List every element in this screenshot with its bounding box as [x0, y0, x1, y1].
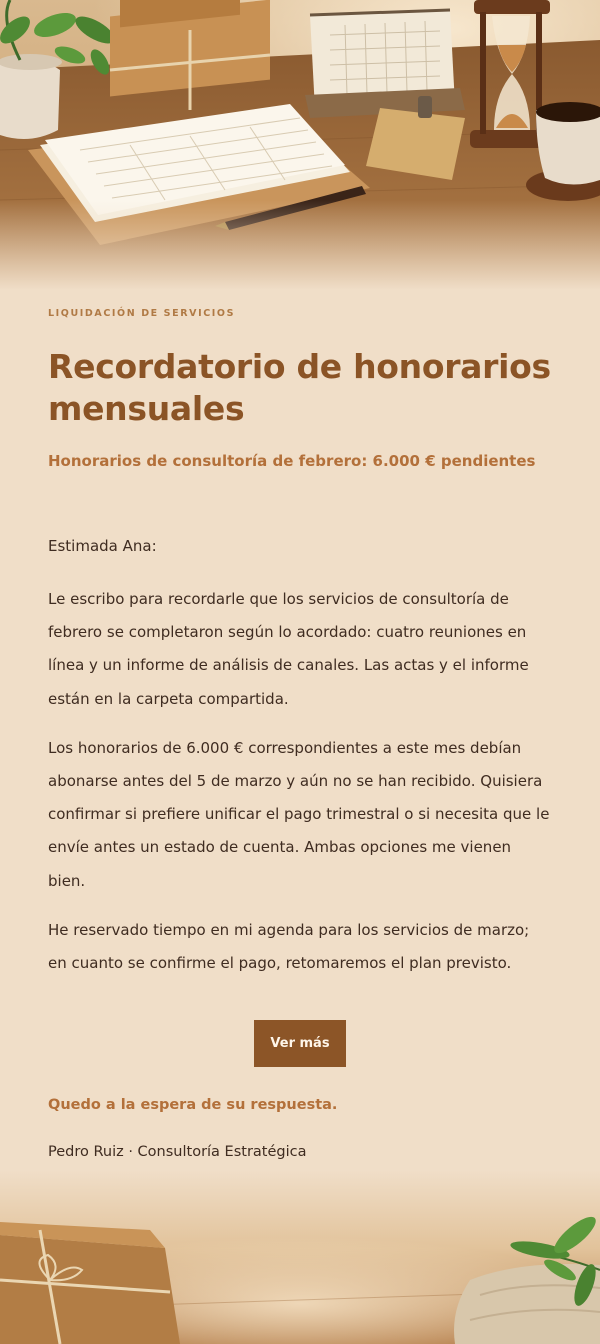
footer-image: [0, 1170, 600, 1344]
calendar-icon: [305, 10, 465, 118]
closing-line: Quedo a la espera de su respuesta.: [48, 1097, 338, 1113]
email-content: [48, 300, 552, 980]
email-subtitle: Honorarios de consultoría de febrero: 6.000 € pendientes: [48, 452, 536, 470]
body-paragraph-1: Le escribo para recordarle que los servicios de consultoría de febrero se completaron según lo acordado: cuatro reuniones en línea y un informe de análisis de canales. Las actas y el informe están en la carpeta compartida.: [48, 590, 529, 708]
signature: Pedro Ruiz · Consultoría Estratégica: [48, 1144, 307, 1160]
eyebrow-label: LIQUIDACIÓN DE SERVICIOS: [48, 308, 236, 319]
body-paragraph-3: He reservado tiempo en mi agenda para los servicios de marzo; en cuanto se confirme el pago, retomaremos el plan previsto.: [48, 920, 530, 973]
hero-image: [0, 0, 600, 290]
ver-mas-button[interactable]: Ver más: [254, 1020, 346, 1067]
parcel-icon: [0, 1222, 180, 1344]
email-title: Recordatorio de honorarios mensuales: [48, 347, 551, 428]
cta-container: [0, 1020, 600, 1067]
greeting: Estimada Ana:: [48, 537, 157, 555]
body-paragraph-2: Los honorarios de 6.000 € correspondientes a este mes debían abonarse antes del 5 de marzo y aún no se han recibido. Quisiera confirmar si prefiere unificar el pago trimestral o si necesita que le envíe antes un estado de cuenta. Ambas opciones me vienen bien.: [48, 738, 550, 890]
